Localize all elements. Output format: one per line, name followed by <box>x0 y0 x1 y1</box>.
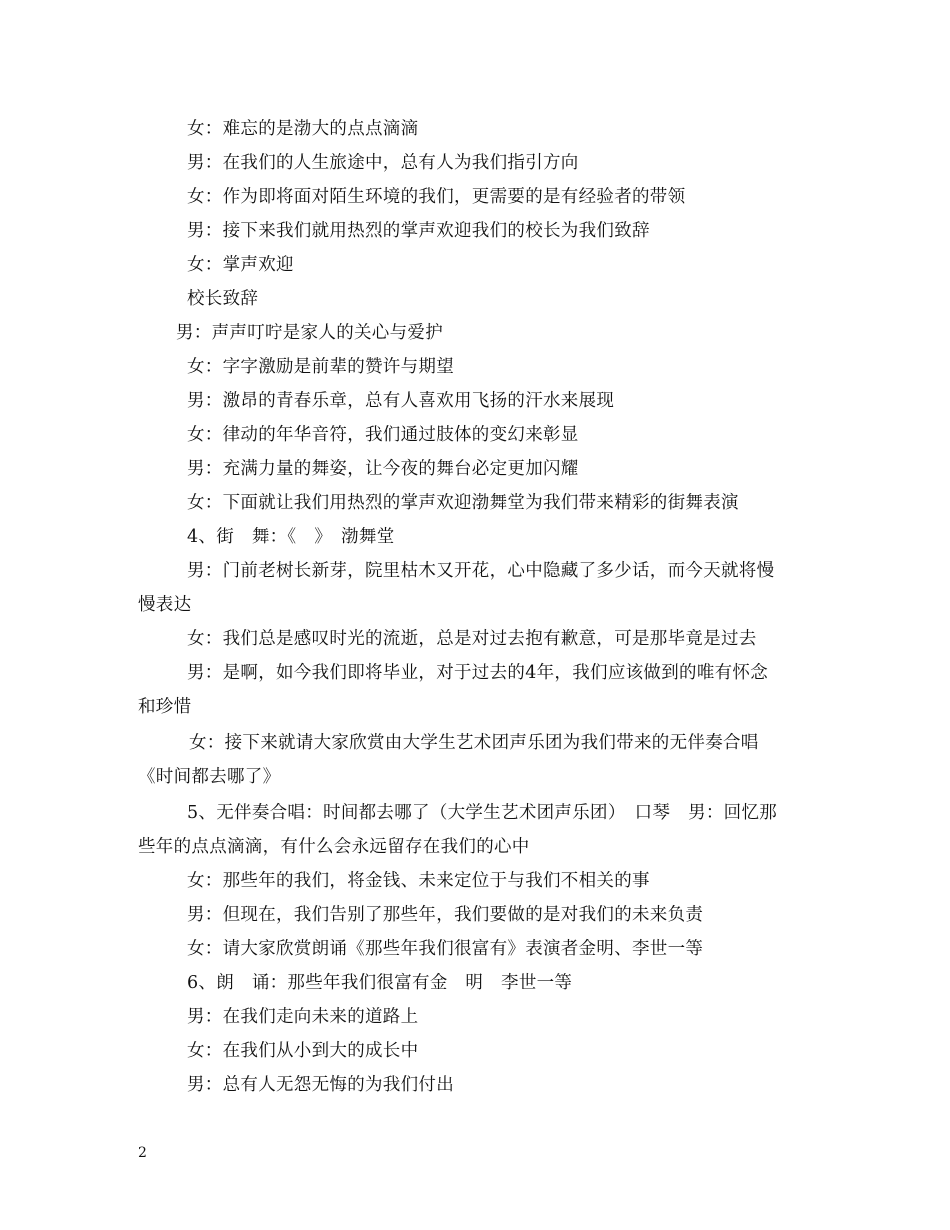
text-line: 女：我们总是感叹时光的流逝，总是对过去抱有歉意，可是那毕竟是过去 <box>187 629 757 649</box>
text-line: 男：充满力量的舞姿，让今夜的舞台必定更加闪耀 <box>187 459 579 479</box>
text-line: 男：门前老树长新芽，院里枯木又开花，心中隐藏了多少话，而今天就将慢 <box>187 561 775 581</box>
text-line: 女：那些年的我们，将金钱、未来定位于与我们不相关的事 <box>187 871 650 891</box>
text-line: 男：激昂的青春乐章，总有人喜欢用飞扬的汗水来展现 <box>187 391 615 411</box>
text-line: 6、朗 诵：那些年我们很富有金 明 李世一等 <box>187 973 573 993</box>
text-line: 男：是啊，如今我们即将毕业，对于过去的4年，我们应该做到的唯有怀念 <box>187 663 769 683</box>
text-line: 男：接下来我们就用热烈的掌声欢迎我们的校长为我们致辞 <box>187 221 650 241</box>
text-line: 女：在我们从小到大的成长中 <box>187 1041 419 1061</box>
text-line: 女：作为即将面对陌生环境的我们，更需要的是有经验者的带领 <box>187 187 686 207</box>
page-number: 2 <box>138 1145 147 1161</box>
text-line: 校长致辞 <box>187 289 259 309</box>
text-line: 女：律动的年华音符，我们通过肢体的变幻来彰显 <box>187 425 579 445</box>
text-line: 女：难忘的是渤大的点点滴滴 <box>187 119 419 139</box>
text-line: 女：掌声欢迎 <box>187 255 294 275</box>
text-line: 女：字字激励是前辈的赞许与期望 <box>187 357 454 377</box>
text-line: 男：在我们走向未来的道路上 <box>187 1007 419 1027</box>
text-line: 4、街 舞：《 》 渤舞堂 <box>187 527 395 547</box>
text-line: 男：在我们的人生旅途中，总有人为我们指引方向 <box>187 153 579 173</box>
text-line: 慢表达 <box>138 595 192 615</box>
text-line: 女：请大家欣赏朗诵《那些年我们很富有》表演者金明、李世一等 <box>187 939 704 959</box>
text-line: 男：总有人无怨无悔的为我们付出 <box>187 1075 454 1095</box>
text-line: 5、无伴奏合唱：时间都去哪了（大学生艺术团声乐团） 口琴 男：回忆那 <box>187 803 778 823</box>
text-line: 和珍惜 <box>138 697 192 717</box>
text-line: 男：但现在，我们告别了那些年，我们要做的是对我们的未来负责 <box>187 905 704 925</box>
text-line: 女：接下来就请大家欣赏由大学生艺术团声乐团为我们带来的无伴奏合唱 <box>189 733 759 753</box>
text-line: 男：声声叮咛是家人的关心与爱护 <box>176 323 443 343</box>
text-line: 女：下面就让我们用热烈的掌声欢迎渤舞堂为我们带来精彩的街舞表演 <box>187 493 739 513</box>
text-line: 《时间都去哪了》 <box>138 767 281 787</box>
text-line: 些年的点点滴滴，有什么会永远留存在我们的心中 <box>138 837 530 857</box>
